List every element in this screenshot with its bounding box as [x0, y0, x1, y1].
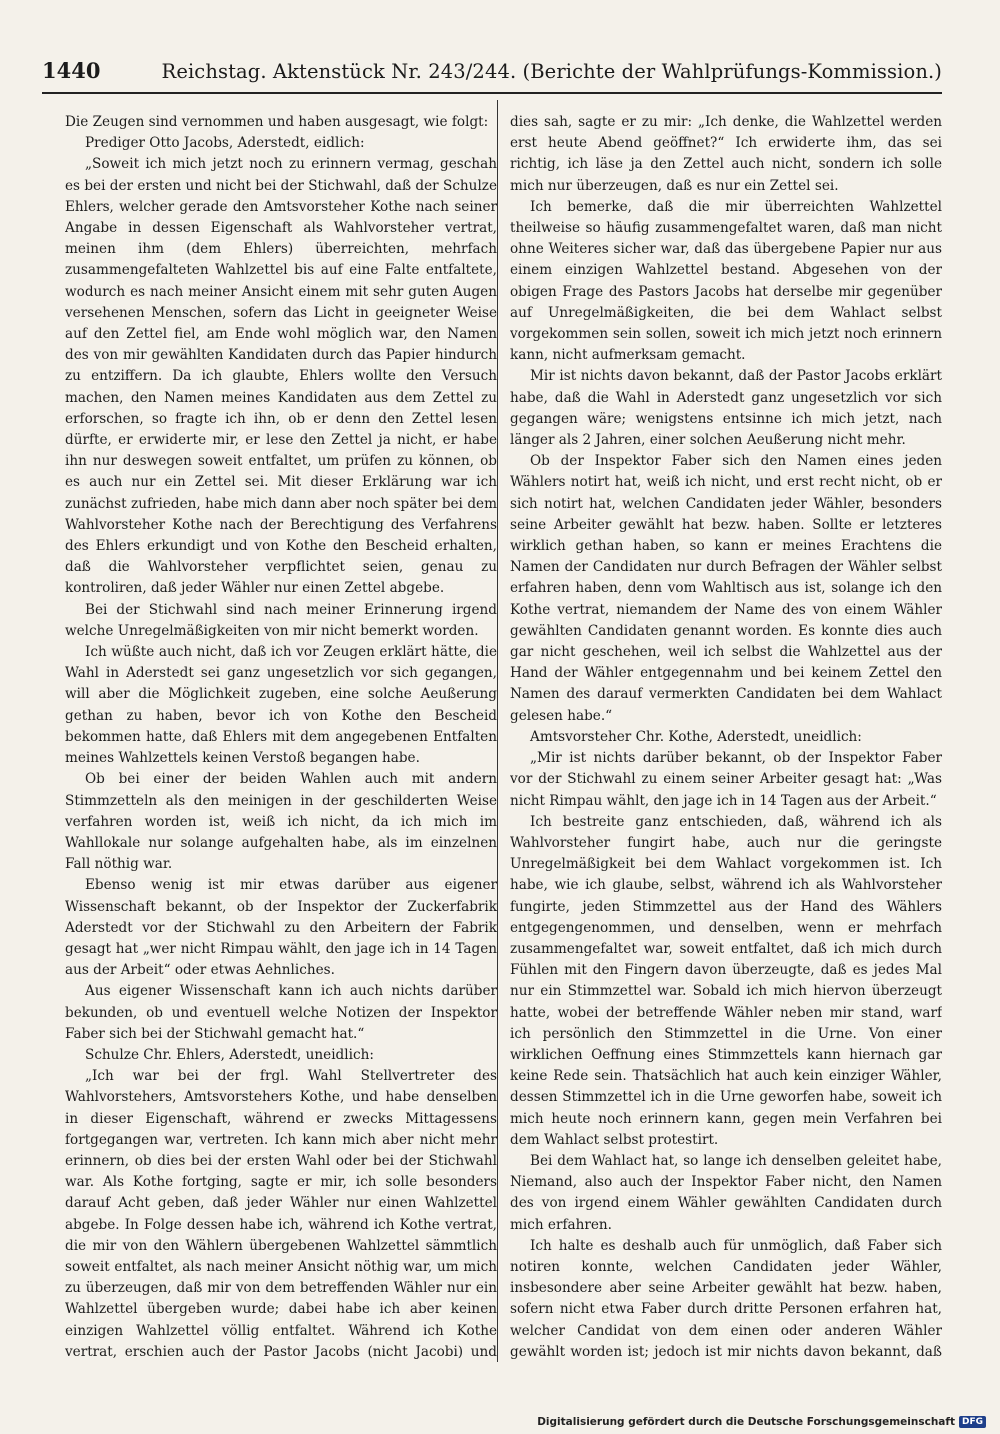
right-column [510, 112, 942, 1362]
witness-heading: Amtsvorsteher Chr. Kothe, Aderstedt, uneidlich: [530, 728, 862, 745]
witness-heading: Prediger Otto Jacobs, Aderstedt, eidlich: [85, 135, 365, 152]
credit-text: Digitalisierung gefördert durch die Deutsche Forschungsgemeinschaft [537, 1416, 955, 1428]
paragraph: Aus eigener Wissenschaft kann ich auch nichts darüber bekunden, ob und eventuell welche Notizen der Inspektor Faber sich bei der Stichwahl gemacht hat.“ [65, 983, 497, 1042]
paragraph: Die Zeugen sind vernommen und haben ausgesagt, wie folgt: [65, 114, 489, 130]
dfg-logo: DFG [959, 1416, 986, 1428]
paragraph: „Ich war bei der frgl. Wahl Stellvertreter des Wahlvorstehers, Amtsvorstehers Kothe, und habe denselben in dieser Eigenschaft, während er zwecks Mittagessens fortgegangen war, vertreten. Ich kann mich aber nicht mehr erinnern, ob dies bei der ersten Wahl oder bei der Stichwahl war. Als Kothe fortging, sagte er mir, ich solle besonders darauf Acht geben, daß jeder Wähler nur einen Wahlzettel abgebe. In Folge dessen habe ich, während ich Kothe vertrat, die mir von den Wählern übergebenen Wahlzettel sämmtlich soweit entfaltet, als nach meiner Ansicht nöthig war, um mich zu überzeugen, daß mir von dem betreffenden Wähler nur ein Wahlzettel übergeben wurde; dabei habe ich aber keinen einzigen Wahlzettel völlig entfaltet. Während ich Kothe vertrat, erschien auch der Pastor Jacobs (nicht Jacobi) und [65, 1068, 497, 1360]
paragraph: Mir ist nichts davon bekannt, daß der Pastor Jacobs erklärt habe, daß die Wahl in Aderstedt ganz ungesetzlich vor sich gegangen wäre; wenigstens entsinne ich mich jetzt, nach länger als 2 Jahren, einer solchen Aeußerung nicht mehr. [510, 368, 942, 449]
paragraph: Ich wüßte auch nicht, daß ich vor Zeugen erklärt hätte, die Wahl in Aderstedt sei ganz ungesetzlich vor sich gegangen, will aber die Möglichkeit zugeben, eine solche Aeußerung gethan zu haben, bevor ich von Kothe den Bescheid bekommen hatte, daß Ehlers mit dem angegebenen Entfalten meines Wahlzettels keinen Verstoß begangen habe. [65, 644, 497, 767]
paragraph: „Soweit ich mich jetzt noch zu erinnern vermag, geschah es bei der ersten und nicht bei der Stichwahl, daß der Schulze Ehlers, welcher gerade den Amtsvorsteher Kothe nach seiner Angabe in dessen Eigenschaft als Wahlvorsteher vertrat, meinen ihm (dem Ehlers) überreichten, mehrfach zusammengefalteten Wahlzettel bis auf eine Falte entfaltete, wodurch es nach meiner Ansicht einem mit sehr guten Augen versehenen Menschen, sofern das Licht in geeigneter Weise auf den Zettel fiel, am Ende wohl möglich war, den Namen des von mir gewählten Kandidaten durch das Papier hindurch zu entziffern. Da ich glaubte, Ehlers wollte den Versuch machen, den Namen meines Kandidaten aus dem Zettel zu erforschen, so fragte ich ihn, ob er denn den Zettel lesen dürfte, er erwiderte mir, er lese den Zettel ja nicht, er habe ihn nur deswegen soweit entfaltet, um prüfen zu können, ob es auch nur ein Zettel sei. Mit dieser Erklärung war ich zunächst zufrieden, habe mich dann aber noch später bei dem Wahlvorsteher Kothe nach der Berechtigung des Verfahrens des Ehlers erkundigt und von Kothe den Bescheid erhalten, daß die Wahlvorsteher verpflichtet seien, genau zu kontroliren, daß jeder Wähler nur einen Zettel abgebe. [65, 156, 497, 597]
page-header [42, 58, 942, 94]
running-title: Reichstag. Aktenstück Nr. 243/244. (Berichte der Wahlprüfungs-Kommission.) [161, 60, 942, 83]
paragraph: Ob der Inspektor Faber sich den Namen eines jeden Wählers notirt hat, weiß ich nicht, und erst recht nicht, ob er sich notirt hat, welchen Candidaten jeder Wähler, besonders seine Arbeiter gewählt hat bezw. haben. Sollte er letzteres wirklich gethan haben, so kann er meines Erachtens die Namen der Candidaten nur durch Befragen der Wähler selbst erfahren haben, denn vom Wahltisch aus ist, solange ich den Kothe vertrat, niemandem der Name des von einem Wähler gewählten Candidaten genannt worden. Es konnte dies auch gar nicht geschehen, weil ich selbst die Wahlzettel aus der Hand der Wähler entgegennahm und bei keinem Zettel den Namen des darauf vermerkten Candidaten bei dem Wahlact gelesen habe.“ [510, 453, 942, 724]
paragraph: Bei dem Wahlact hat, so lange ich denselben geleitet habe, Niemand, also auch der Inspektor Faber nicht, den Namen des von irgend einem Wähler gewählten Candidaten durch mich erfahren. [510, 1152, 942, 1233]
column-divider [497, 100, 498, 1362]
paragraph: Ob bei einer der beiden Wahlen auch mit andern Stimmzetteln als den meinigen in der geschilderten Weise verfahren worden ist, weiß ich nicht, da ich mich im Wahllokale nur solange aufgehalten habe, als im einzelnen Fall nöthig war. [65, 771, 497, 873]
paragraph: „Mir ist nichts darüber bekannt, ob der Inspektor Faber vor der Stichwahl zu einem seiner Arbeiter gesagt hat: „Was nicht Rimpau wählt, den jage ich in 14 Tagen aus der Arbeit.“ [510, 750, 942, 809]
page-number: 1440 [42, 58, 101, 83]
left-column [65, 112, 497, 1362]
paragraph: Ich halte es deshalb auch für unmöglich, daß Faber sich notiren konnte, welchen Candidaten jeder Wähler, insbesondere aber seine Arbeiter gewählt hat bezw. haben, sofern nicht etwa Faber durch dritte Personen erfahren hat, welcher Candidat von dem einen oder anderen Wähler gewählt worden ist; jedoch ist mir nichts davon bekannt, daß [510, 1237, 942, 1360]
witness-heading: Schulze Chr. Ehlers, Aderstedt, uneidlich: [85, 1046, 374, 1063]
paragraph: dies sah, sagte er zu mir: „Ich denke, die Wahlzettel werden erst heute Abend geöffnet?“ Ich erwiderte ihm, das sei richtig, ich läse ja den Zettel auch nicht, sondern ich solle mich nur überzeugen, daß es nur ein Zettel sei. [510, 114, 942, 194]
paragraph: Ich bestreite ganz entschieden, daß, während ich als Wahlvorsteher fungirt habe, auch nur die geringste Unregelmäßigkeit bei dem Wahlact vorgekommen ist. Ich habe, wie ich glaube, selbst, während ich als Wahlvorsteher fungirte, jeden Stimmzettel aus der Hand des Wählers entgegengenommen, und denselben, wenn er mehrfach zusammengefaltet war, soweit entfaltet, daß ich mich durch Fühlen mit den Fingern davon überzeugte, daß es jedes Mal nur ein Stimmzettel war. Sobald ich mich hiervon überzeugt hatte, wobei der betreffende Wähler neben mir stand, warf ich persönlich den Stimmzettel in die Urne. Von einer wirklichen Oeffnung eines Stimmzettels kann hiernach gar keine Rede sein. Thatsächlich hat auch kein einziger Wähler, dessen Stimmzettel ich in die Urne geworfen habe, soweit ich mich heute noch erinnern kann, gegen mein Verfahren bei dem Wahlact selbst protestirt. [510, 813, 942, 1148]
paragraph: Ich bemerke, daß die mir überreichten Wahlzettel theilweise so häufig zusammengefaltet waren, daß man nicht ohne Weiteres sicher war, daß das übergebene Papier nur aus einem einzigen Wahlzettel bestand. Abgesehen von der obigen Frage des Pastors Jacobs hat derselbe mir gegenüber auf Unregelmäßigkeiten, die bei dem Wahlact selbst vorgekommen sein sollen, soweit ich mich jetzt noch erinnern kann, nicht aufmerksam gemacht. [510, 198, 942, 364]
paragraph: Bei der Stichwahl sind nach meiner Erinnerung irgend welche Unregelmäßigkeiten von mir nicht bemerkt worden. [65, 601, 497, 639]
digitization-credit [537, 1416, 986, 1428]
paragraph: Ebenso wenig ist mir etwas darüber aus eigener Wissenschaft bekannt, ob der Inspektor der Zuckerfabrik Aderstedt vor der Stichwahl zu den Arbeitern der Fabrik gesagt hat „wer nicht Rimpau wählt, den jage ich in 14 Tagen aus der Arbeit“ oder etwas Aehnliches. [65, 877, 497, 979]
